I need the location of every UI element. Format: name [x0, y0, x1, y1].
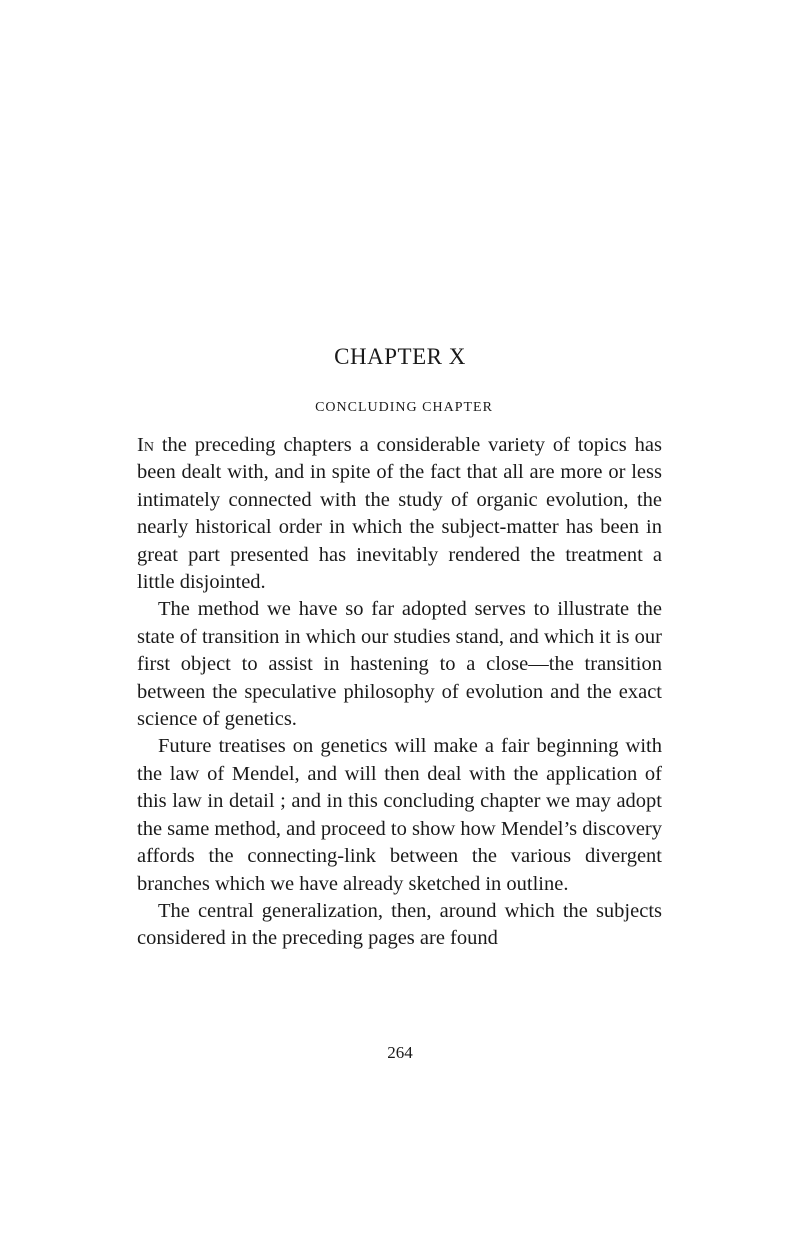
- paragraph-1: [137, 432, 662, 596]
- paragraph-4: The central generalization, then, around which the subjects considered in the preceding pages are found: [137, 899, 662, 950]
- chapter-subtitle: CONCLUDING CHAPTER: [315, 400, 493, 415]
- chapter-heading: CHAPTER X: [334, 344, 466, 369]
- body-text: [137, 432, 662, 953]
- paragraph-1-text: the preceding chapters a considerable variety of topics has been dealt with, and in spite of the fact that all are more or less intimately connected with the study of organic evolution, the nearly historical order in which the subject-matter has been in great part presented has inevitably rendered the treatment a little disjointed.: [137, 434, 662, 594]
- paragraph-2: The method we have so far adopted serves to illustrate the state of transition in which our studies stand, and which it is our first object to assist in hastening to a close—the transition between the speculative philosophy of evolution and the exact science of genetics.: [137, 598, 662, 731]
- paragraph-lead-word: In: [137, 434, 154, 456]
- paragraph-3: Future treatises on genetics will make a fair beginning with the law of Mendel, and will then deal with the application of this law in detail ; and in this concluding chapter we may adopt the same method, and proceed to show how Mendel’s discovery affords the connecting-link between the various divergent branches which we have already sketched in outline.: [137, 735, 662, 895]
- page-number: 264: [387, 1043, 413, 1062]
